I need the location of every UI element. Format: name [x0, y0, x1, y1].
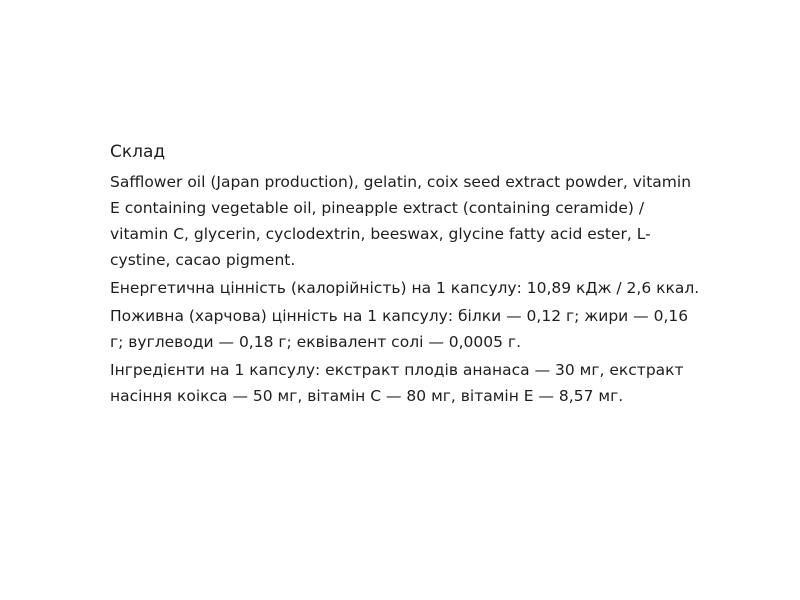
ingredients-per-capsule-paragraph: Інгредієнти на 1 капсулу: екстракт плодів ананаса — 30 мг, екстракт насіння коікса — 50 мг, вітамін С — 80 мг, вітамін Е — 8,57 мг. — [110, 361, 684, 405]
ingredients-paragraph: Safflower oil (Japan production), gelatin, coix seed extract powder, vitamin E containing vegetable oil, pineapple extract (containing ceramide) / vitamin C, glycerin, cyclodextrin, beeswax, glycine fatty acid ester, L-cystine, cacao pigment. — [110, 173, 692, 269]
nutrition-value-paragraph: Поживна (харчова) цінність на 1 капсулу: білки — 0,12 г; жири — 0,16 г; вуглеводи — 0,18 г; еквівалент солі — 0,0005 г. — [110, 307, 689, 351]
energy-value-paragraph: Енергетична цінність (калорійність) на 1 капсулу: 10,89 кДж / 2,6 ккал. — [110, 279, 700, 297]
composition-section — [110, 140, 700, 409]
section-heading: Склад — [110, 142, 166, 162]
